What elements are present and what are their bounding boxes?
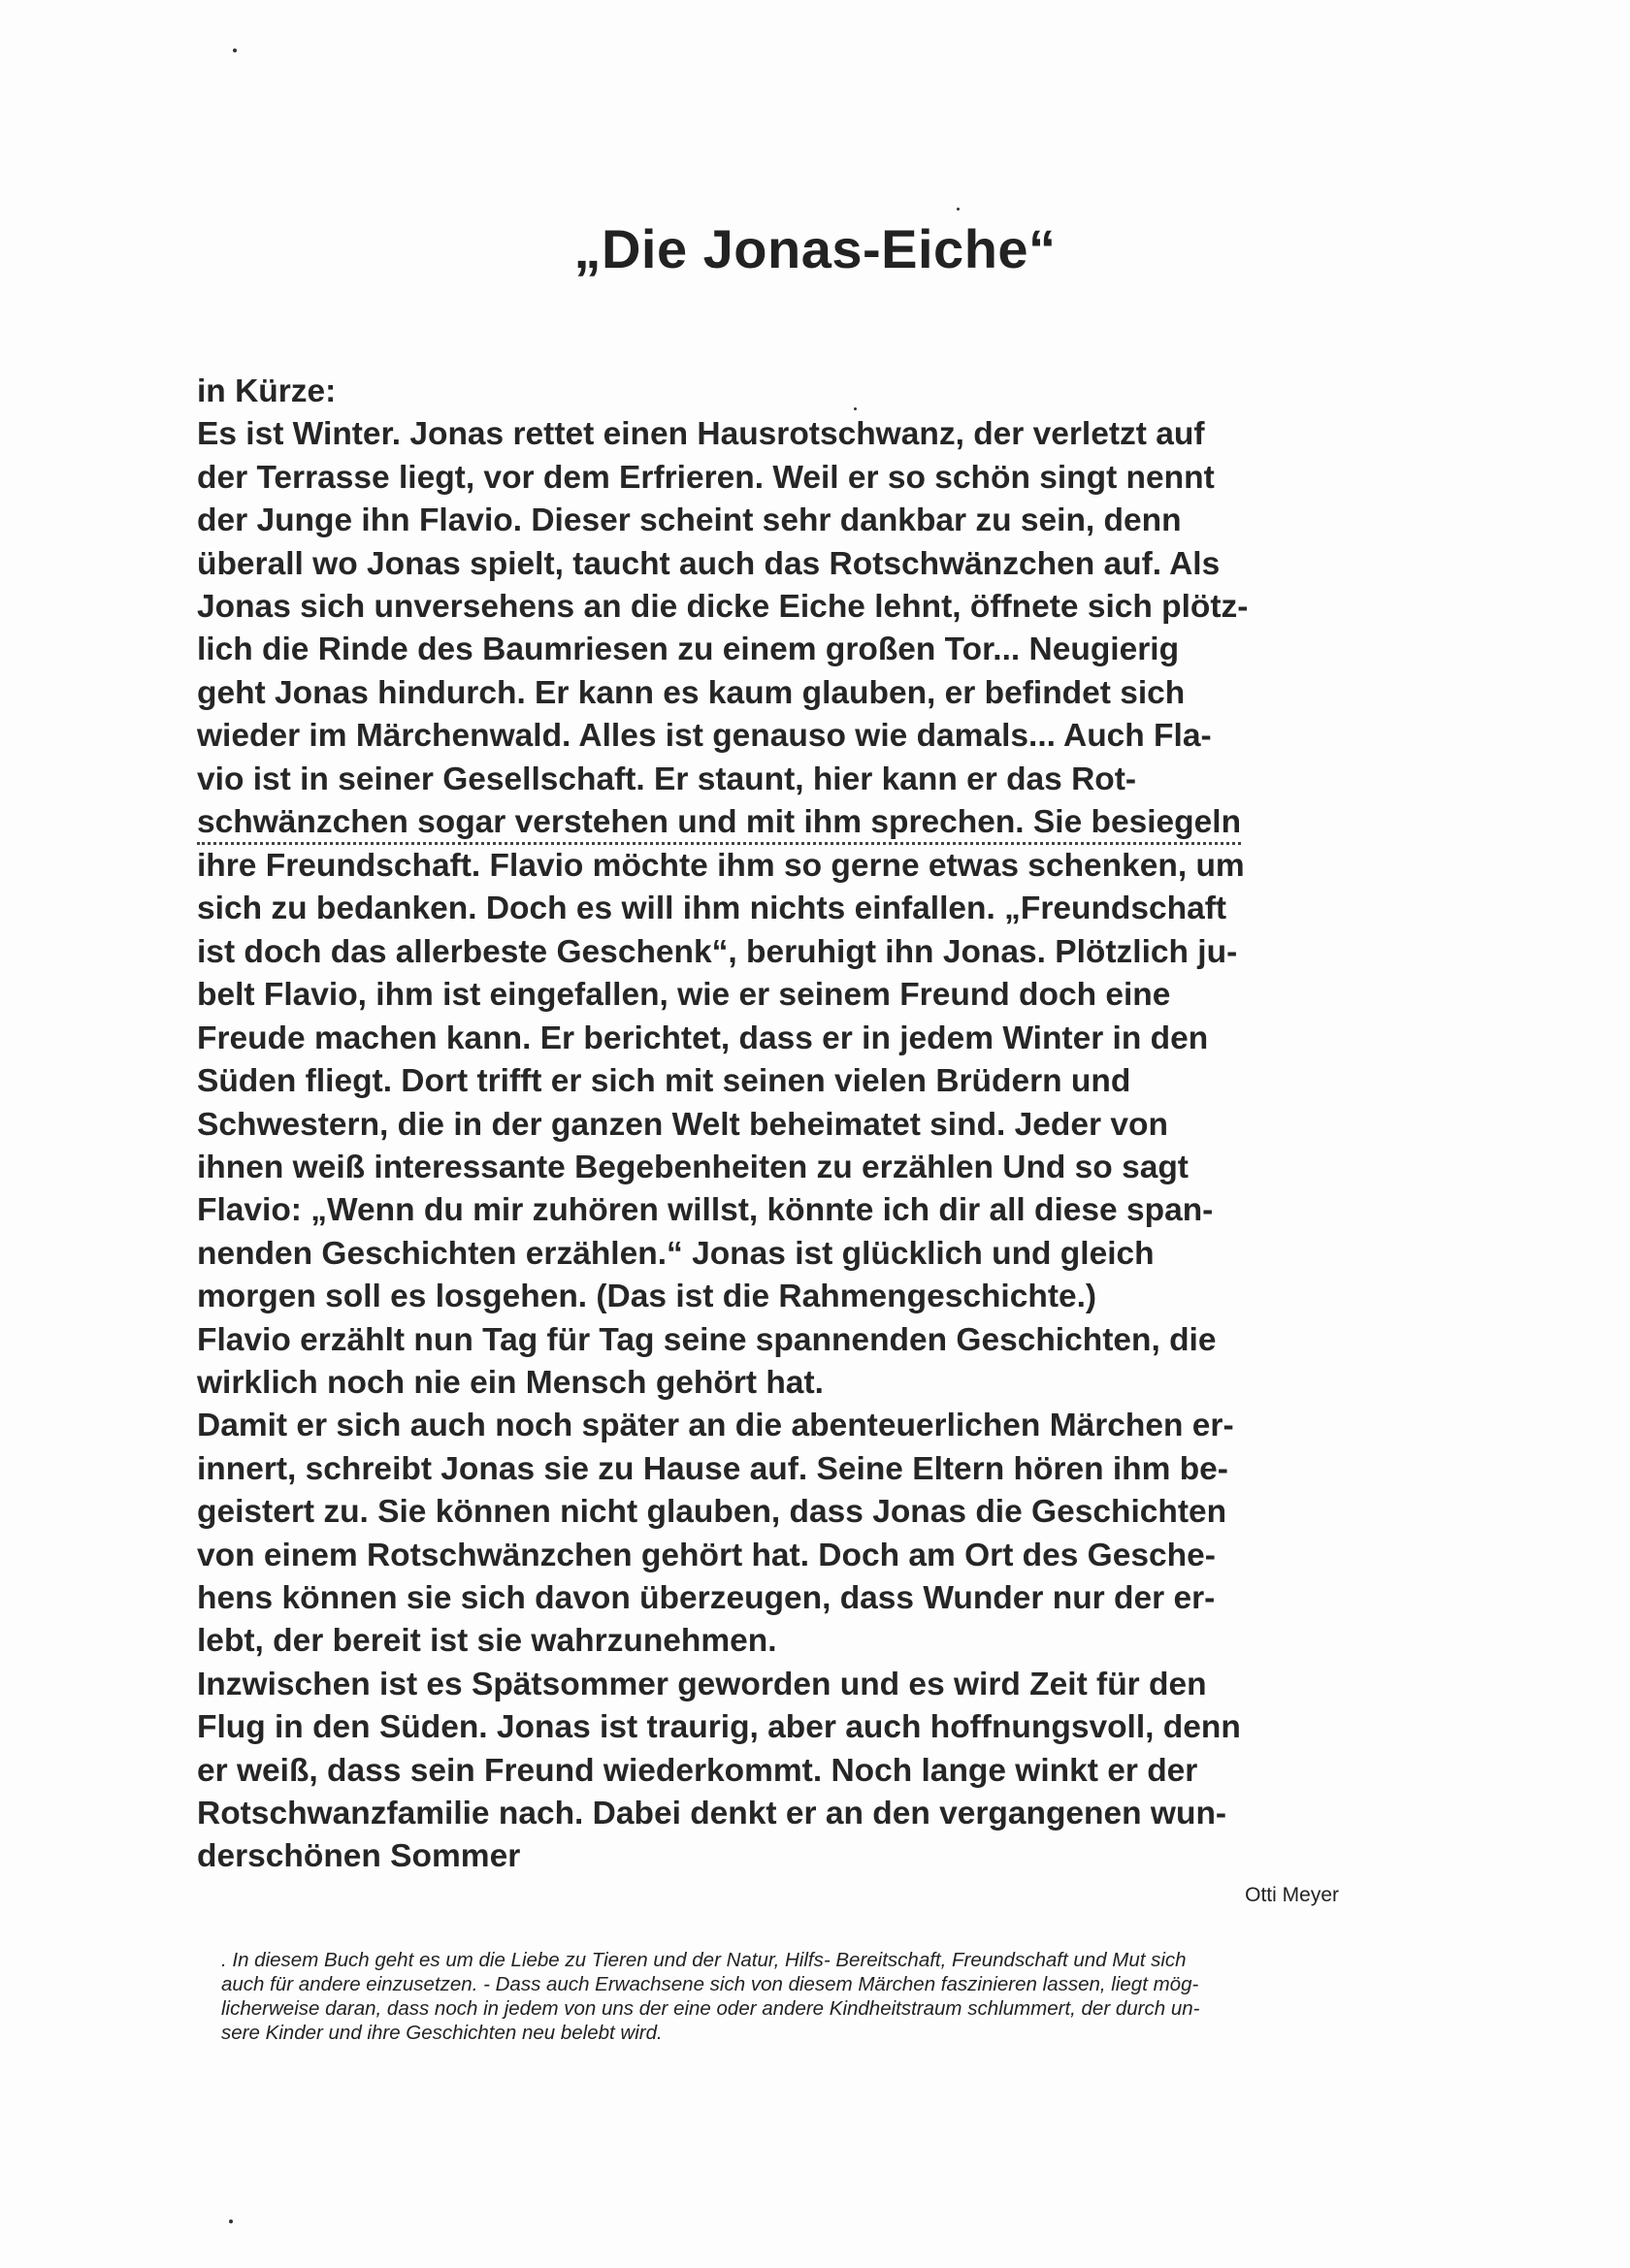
- text-line: der Junge ihn Flavio. Dieser scheint sehr dankbar zu sein, denn: [197, 502, 1182, 539]
- footnote-line: sere Kinder und ihre Geschichten neu belebt wird.: [221, 2022, 663, 2044]
- text-line: ihnen weiß interessante Begebenheiten zu erzählen Und so sagt: [197, 1149, 1189, 1185]
- scan-speck: [957, 208, 960, 211]
- text-line: ihre Freundschaft. Flavio möchte ihm so gerne etwas schenken, um: [197, 848, 1245, 885]
- text-line: der Terrasse liegt, vor dem Erfrieren. Weil er so schön singt nennt: [197, 459, 1215, 496]
- text-line: Freude machen kann. Er berichtet, dass er in jedem Winter in den: [197, 1020, 1209, 1056]
- text-line: Rotschwanzfamilie nach. Dabei denkt er an den vergangenen wun-: [197, 1796, 1227, 1831]
- text-line: wieder im Märchenwald. Alles ist genauso wie damals... Auch Fla-: [197, 718, 1212, 755]
- text-line: lich die Rinde des Baumriesen zu einem großen Tor... Neugierig: [197, 632, 1180, 668]
- text-line: innert, schreibt Jonas sie zu Hause auf. Seine Eltern hören ihm be-: [197, 1450, 1228, 1487]
- footnote: [221, 1948, 1415, 2045]
- text-line: morgen soll es losgehen. (Das ist die Rahmengeschichte.): [197, 1279, 1097, 1315]
- text-line: belt Flavio, ihm ist eingefallen, wie er seinem Freund doch eine: [197, 977, 1171, 1014]
- footnote-line: auch für andere einzusetzen. - Dass auch Erwachsene sich von diesem Märchen faszinieren lassen, liegt mög-: [221, 1973, 1199, 1995]
- scan-speck: [229, 2219, 233, 2223]
- text-line: Schwestern, die in der ganzen Welt beheimatet sind. Jeder von: [197, 1106, 1168, 1143]
- text-line: vio ist in seiner Gesellschaft. Er staunt, hier kann er das Rot-: [197, 761, 1137, 797]
- text-line: überall wo Jonas spielt, taucht auch das Rotschwänzchen auf. Als: [197, 545, 1221, 582]
- text-line: derschönen Sommer: [197, 1838, 521, 1875]
- text-line: Flavio erzählt nun Tag für Tag seine spannenden Geschichten, die: [197, 1321, 1217, 1358]
- document-title: „Die Jonas-Eiche“: [573, 218, 1057, 279]
- dotted-underline-text: schwänzchen sogar verstehen und mit ihm sprechen. Sie besiegeln: [197, 803, 1241, 845]
- text-line: Flug in den Süden. Jonas ist traurig, aber auch hoffnungsvoll, denn: [197, 1709, 1241, 1746]
- text-line: nenden Geschichten erzählen.“ Jonas ist glücklich und gleich: [197, 1235, 1155, 1272]
- text-line: wirklich noch nie ein Mensch gehört hat.: [197, 1364, 824, 1401]
- text-line: Süden fliegt. Dort trifft er sich mit seinen vielen Brüdern und: [197, 1063, 1131, 1100]
- text-line: lebt, der bereit ist sie wahrzunehmen.: [197, 1623, 777, 1660]
- text-line: sich zu bedanken. Doch es will ihm nichts einfallen. „Freundschaft: [197, 891, 1227, 927]
- footnote-line: licherweise daran, dass noch in jedem von uns der eine oder andere Kindheitstraum schlummert, der durch un-: [221, 1997, 1200, 2020]
- text-line: Damit er sich auch noch später an die abenteuerlichen Märchen er-: [197, 1408, 1234, 1444]
- text-line: Jonas sich unversehens an die dicke Eiche lehnt, öffnete sich plötz-: [197, 589, 1249, 626]
- summary-text: [197, 371, 1449, 1879]
- text-line-underlined: [197, 801, 1449, 845]
- author-name: Otti Meyer: [1245, 1884, 1339, 1906]
- scan-speck: [233, 49, 237, 52]
- text-line: von einem Rotschwänzchen gehört hat. Doch am Ort des Gesche-: [197, 1537, 1216, 1573]
- text-line: Inzwischen ist es Spätsommer geworden und es wird Zeit für den: [197, 1666, 1207, 1702]
- section-heading: in Kürze:: [197, 373, 337, 409]
- footnote-line: . In diesem Buch geht es um die Liebe zu Tieren und der Natur, Hilfs- Bereitschaft, Freundschaft und Mut sich: [221, 1949, 1187, 1971]
- text-line: geht Jonas hindurch. Er kann es kaum glauben, er befindet sich: [197, 674, 1186, 711]
- text-line: geistert zu. Sie können nicht glauben, dass Jonas die Geschichten: [197, 1494, 1227, 1531]
- text-line: ist doch das allerbeste Geschenk“, beruhigt ihn Jonas. Plötzlich ju-: [197, 933, 1238, 970]
- text-line: Es ist Winter. Jonas rettet einen Hausrotschwanz, der verletzt auf: [197, 416, 1205, 453]
- text-line: er weiß, dass sein Freund wiederkommt. Noch lange winkt er der: [197, 1752, 1198, 1789]
- text-line: Flavio: „Wenn du mir zuhören willst, könnte ich dir all diese span-: [197, 1192, 1214, 1229]
- text-line: hens können sie sich davon überzeugen, dass Wunder nur der er-: [197, 1579, 1216, 1616]
